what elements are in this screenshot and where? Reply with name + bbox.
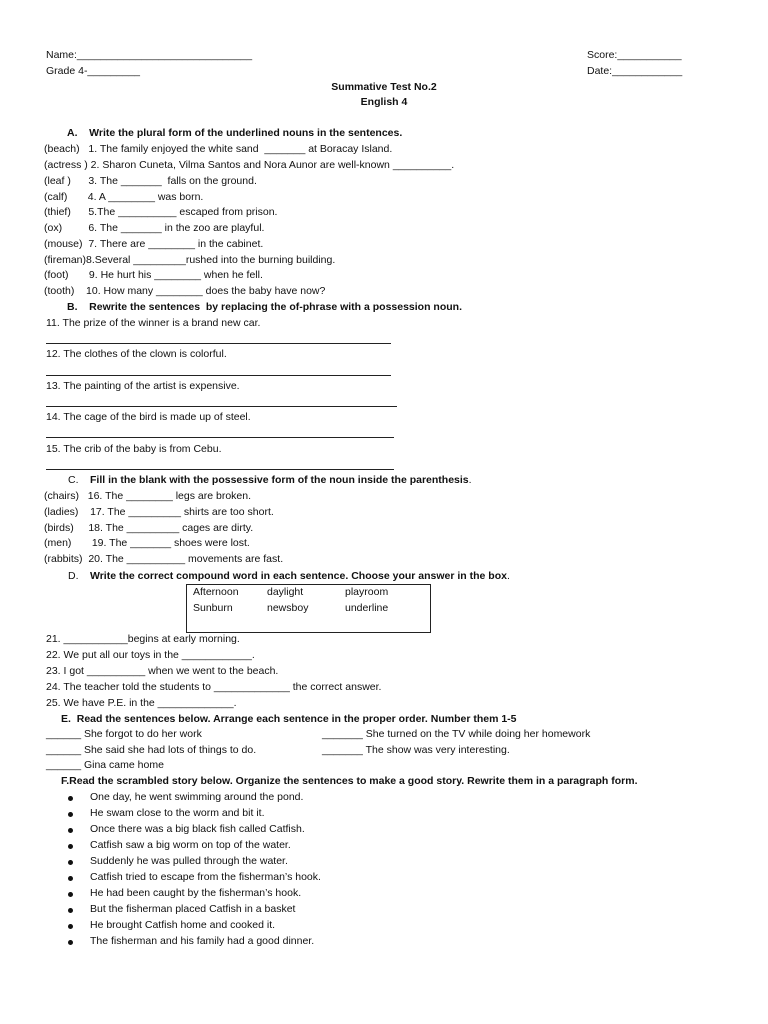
section-d-item: 23. I got __________ when we went to the beach.: [46, 665, 279, 677]
story-sentence: The fisherman and his family had a good dinner.: [90, 935, 315, 947]
section-e-item: _______ The show was very interesting.: [322, 744, 510, 756]
bullet-icon: [68, 860, 73, 865]
section-c-item: (ladies) 17. The _________ shirts are too short.: [44, 506, 274, 518]
bullet-icon: [68, 908, 73, 913]
word-box-word: underline: [345, 602, 389, 614]
name-field[interactable]: Name:______________________________: [46, 49, 253, 61]
section-b-item: 14. The cage of the bird is made up of steel.: [46, 411, 251, 423]
story-sentence: He swam close to the worm and bit it.: [90, 807, 265, 819]
section-a-item: (foot) 9. He hurt his ________ when he fell.: [44, 269, 263, 281]
date-field[interactable]: Date:____________: [587, 65, 683, 77]
answer-line[interactable]: [46, 469, 394, 470]
section-a-item: (mouse) 7. There are ________ in the cabinet.: [44, 238, 264, 250]
section-b-item: 11. The prize of the winner is a brand new car.: [46, 317, 261, 329]
section-b-instruction: B. Rewrite the sentences by replacing the of-phrase with a possession noun.: [67, 301, 463, 313]
section-d-label: D.: [68, 570, 79, 582]
section-c-label: C.: [68, 474, 79, 486]
answer-line[interactable]: [46, 375, 391, 376]
section-c-item: (rabbits) 20. The __________ movements are fast.: [44, 553, 284, 565]
section-e-item: _______ She turned on the TV while doing her homework: [322, 728, 591, 740]
story-sentence: He brought Catfish home and cooked it.: [90, 919, 276, 931]
bullet-icon: [68, 876, 73, 881]
answer-line[interactable]: [46, 437, 394, 438]
grade-field[interactable]: Grade 4-_________: [46, 65, 140, 77]
bullet-icon: [68, 812, 73, 817]
section-a-instruction: A. Write the plural form of the underlined nouns in the sentences.: [67, 127, 403, 139]
section-a-item: (thief) 5.The __________ escaped from prison.: [44, 206, 278, 218]
bullet-icon: [68, 844, 73, 849]
story-sentence: Catfish tried to escape from the fisherman’s hook.: [90, 871, 321, 883]
section-d-instruction: Write the correct compound word in each sentence. Choose your answer in the box.: [90, 570, 510, 582]
word-box-word: Sunburn: [193, 602, 233, 614]
section-a-item: (calf) 4. A ________ was born.: [44, 191, 204, 203]
bullet-icon: [68, 940, 73, 945]
section-d-item: 22. We put all our toys in the ____________.: [46, 649, 255, 661]
bullet-icon: [68, 796, 73, 801]
story-sentence: He had been caught by the fisherman’s hook.: [90, 887, 302, 899]
word-box-word: newsboy: [267, 602, 309, 614]
section-a-item: (leaf ) 3. The _______ falls on the ground.: [44, 175, 257, 187]
section-c-instruction: Fill in the blank with the possessive form of the noun inside the parenthesis.: [90, 474, 472, 486]
story-sentence: One day, he went swimming around the pond.: [90, 791, 304, 803]
answer-line[interactable]: [46, 406, 397, 407]
section-e-item: ______ She said she had lots of things to do.: [46, 744, 257, 756]
section-b-item: 13. The painting of the artist is expensive.: [46, 380, 240, 392]
section-b-item: 15. The crib of the baby is from Cebu.: [46, 443, 222, 455]
section-e-item: ______ She forgot to do her work: [46, 728, 202, 740]
section-a-item: (fireman)8.Several _________rushed into the burning building.: [44, 254, 336, 266]
section-c-item: (chairs) 16. The ________ legs are broken.: [44, 490, 252, 502]
section-a-item: (ox) 6. The _______ in the zoo are playful.: [44, 222, 265, 234]
test-subtitle: English 4: [360, 96, 408, 108]
section-a-item: (tooth) 10. How many ________ does the baby have now?: [44, 285, 326, 297]
word-box-word: daylight: [267, 586, 304, 598]
score-field[interactable]: Score:___________: [587, 49, 682, 61]
word-box-word: playroom: [345, 586, 389, 598]
bullet-icon: [68, 924, 73, 929]
section-e-item: ______ Gina came home: [46, 759, 164, 771]
bullet-icon: [68, 892, 73, 897]
story-sentence: But the fisherman placed Catfish in a basket: [90, 903, 296, 915]
section-f-instruction: F.Read the scrambled story below. Organize the sentences to make a good story. Rewrite them in a paragraph form.: [61, 775, 638, 787]
section-d-item: 25. We have P.E. in the _____________.: [46, 697, 237, 709]
test-title: Summative Test No.2: [331, 81, 437, 93]
section-e-instruction: E. Read the sentences below. Arrange each sentence in the proper order. Number them 1-5: [61, 713, 517, 725]
section-a-item: (beach) 1. The family enjoyed the white sand _______ at Boracay Island.: [44, 143, 393, 155]
section-c-item: (men) 19. The _______ shoes were lost.: [44, 537, 250, 549]
story-sentence: Suddenly he was pulled through the water.: [90, 855, 288, 867]
section-a-item: (actress ) 2. Sharon Cuneta, Vilma Santos and Nora Aunor are well-known __________.: [44, 159, 455, 171]
story-sentence: Once there was a big black fish called Catfish.: [90, 823, 305, 835]
section-c-item: (birds) 18. The _________ cages are dirty.: [44, 522, 254, 534]
section-b-item: 12. The clothes of the clown is colorful.: [46, 348, 227, 360]
answer-line[interactable]: [46, 343, 391, 344]
section-d-item: 21. ___________begins at early morning.: [46, 633, 240, 645]
story-sentence: Catfish saw a big worm on top of the water.: [90, 839, 291, 851]
bullet-icon: [68, 828, 73, 833]
word-box-word: Afternoon: [193, 586, 239, 598]
section-d-item: 24. The teacher told the students to _____________ the correct answer.: [46, 681, 382, 693]
